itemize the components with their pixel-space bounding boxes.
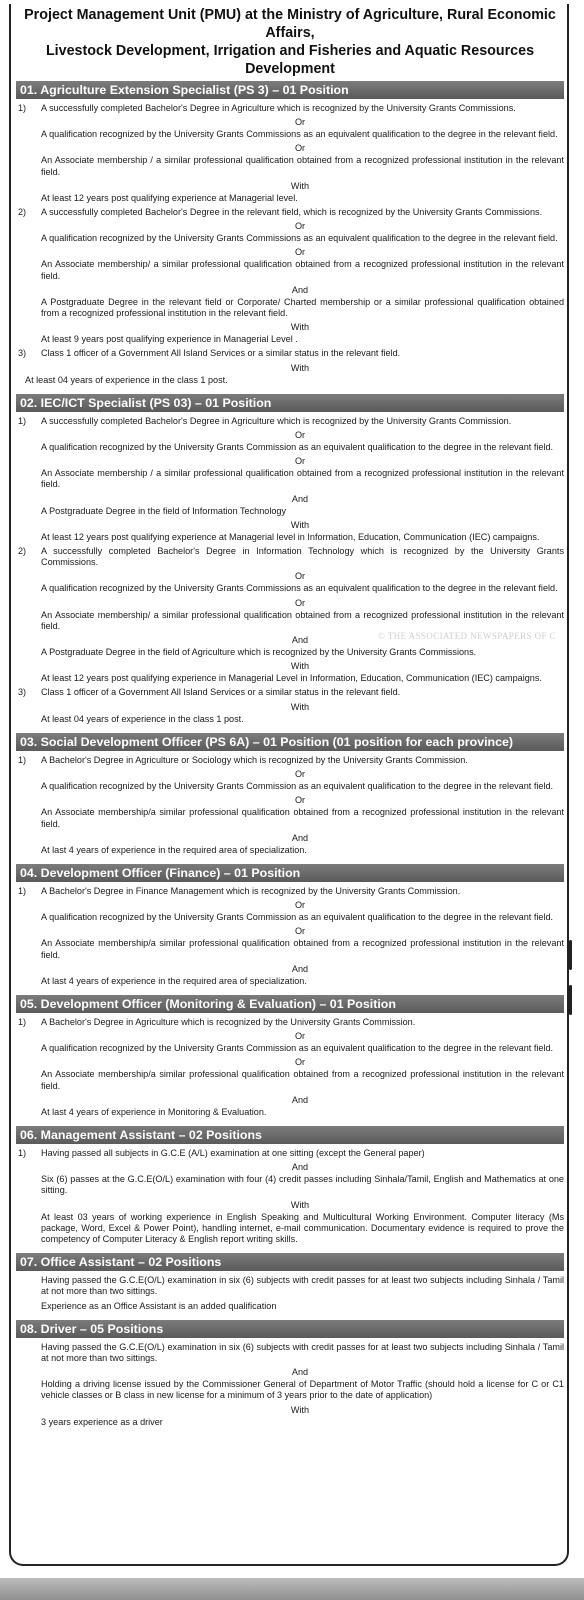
qualification-option (16, 886, 564, 987)
qualification-option (16, 687, 564, 724)
requirement-text: A qualification recognized by the University Grants Commissions as an equivalent qualification to the degree in the relevant field. (41, 233, 558, 244)
conjunction-label: Or (294, 900, 306, 911)
conjunction-label: And (291, 832, 309, 843)
conjunction-label: With (290, 1199, 310, 1210)
conjunction-label: Or (294, 247, 306, 258)
option-number: 1) (18, 1147, 27, 1158)
conjunction-label: With (290, 180, 310, 191)
conjunction-label: And (291, 635, 309, 646)
section-heading: 07. Office Assistant – 02 Positions (16, 1253, 564, 1271)
requirement-text: At least 12 years post qualifying experience at Managerial level in Information, Education, Communication (IEC) campaigns. (41, 531, 540, 542)
copyright-watermark: © THE ASSOCIATED NEWSPAPERS OF C (378, 631, 556, 641)
requirement-text: A successfully completed Bachelor's Degree in the relevant field, which is recognized by the University Grants Commissions. (41, 207, 543, 218)
conjunction-label: And (291, 963, 309, 974)
vacancy-section (16, 864, 564, 987)
vacancy-section (16, 733, 564, 856)
option-number: 3) (18, 348, 27, 359)
section-heading: 02. IEC/ICT Specialist (PS 03) – 01 Position (16, 394, 564, 412)
requirement-text: An Associate membership/a similar professional qualification obtained from a recognized professional institution in the relevant field. (41, 807, 564, 829)
vacancy-section (16, 995, 564, 1118)
title-line-1: Project Management Unit (PMU) at the Ministry of Agriculture, Rural Economic Affairs, (24, 7, 556, 41)
requirement-text: A qualification recognized by the University Grants Commissions as an equivalent qualification to the degree in the relevant field. (41, 129, 558, 140)
requirement-text: A Postgraduate Degree in the field of Information Technology (41, 505, 287, 516)
qualification-option (16, 546, 564, 684)
vacancy-sections (16, 81, 564, 1428)
option-number: 1) (18, 754, 27, 765)
section-heading: 01. Agriculture Extension Specialist (PS 3) – 01 Position (16, 81, 564, 99)
requirement-text: Class 1 officer of a Government All Island Services or a similar status in the relevant field. (41, 348, 401, 359)
conjunction-label: With (290, 519, 310, 530)
qualification-option (16, 1275, 564, 1312)
title-line-2: Livestock Development, Irrigation and Fisheries and Aquatic Resources Development (45, 43, 535, 77)
conjunction-label: Or (294, 1031, 306, 1042)
requirement-text: Having passed all subjects in G.C.E (A/L) examination at one sitting (except the General paper) (41, 1147, 425, 1158)
section-heading: 08. Driver – 05 Positions (16, 1320, 564, 1338)
option-number: 1) (18, 885, 27, 896)
requirement-text: At last 4 years of experience in the required area of specialization. (41, 975, 307, 986)
side-divider (569, 985, 572, 1015)
vacancy-section (16, 1126, 564, 1245)
conjunction-label: With (290, 362, 310, 373)
requirement-text: At last 4 years of experience in Monitoring & Evaluation. (41, 1106, 267, 1117)
option-number: 2) (18, 546, 27, 557)
requirement-text: At least 03 years of working experience in English Speaking and Multicultural Working Environment. Computer literacy (Ms package, Word, Excel & Power Point), handling internet, e-mail communication. Documentary evidence is required to prove the competency of Computer Literacy & English report writing skills. (41, 1211, 564, 1244)
conjunction-label: With (290, 661, 310, 672)
qualification-option (16, 1342, 564, 1428)
qualification-option (16, 1148, 564, 1245)
conjunction-label: Or (294, 926, 306, 937)
requirement-text: A successfully completed Bachelor's Degree in Information Technology which is recognized by the University Grants Commissions. (41, 546, 564, 568)
requirement-text: A successfully completed Bachelor's Degree in Agriculture which is recognized by the University Grants Commission. (41, 415, 512, 426)
requirement-text: At last 4 years of experience in the required area of specialization. (41, 844, 307, 855)
conjunction-label: Or (294, 597, 306, 608)
conjunction-label: Or (294, 221, 306, 232)
section-heading: 06. Management Assistant – 02 Positions (16, 1126, 564, 1144)
conjunction-label: Or (294, 430, 306, 441)
conjunction-label: And (291, 1162, 309, 1173)
conjunction-label: Or (294, 769, 306, 780)
conjunction-label: And (291, 284, 309, 295)
vacancy-section (16, 81, 564, 386)
qualification-option (16, 1017, 564, 1118)
requirement-text: An Associate membership/a similar professional qualification obtained from a recognized professional institution in the relevant field. (41, 938, 564, 960)
requirement-text: At least 9 years post qualifying experience in Managerial Level . (41, 334, 298, 345)
requirement-text: A qualification recognized by the University Grants Commissions as an equivalent qualification to the degree in the relevant field. (41, 583, 558, 594)
option-number: 1) (18, 1016, 27, 1027)
requirement-text: Having passed the G.C.E(O/L) examination in six (6) subjects with credit passes for at least two subjects including Sinhala / Tamil at not more than two sittings. (41, 1341, 564, 1363)
requirement-text: An Associate membership/ a similar professional qualification obtained from a recognized professional institution in the relevant field. (41, 259, 564, 281)
requirement-text: A qualification recognized by the University Grants Commission as an equivalent qualification to the degree in the relevant field. (41, 912, 554, 923)
requirement-text: A Bachelor's Degree in Agriculture which is recognized by the University Grants Commission. (41, 1016, 416, 1027)
requirement-text: A qualification recognized by the University Grants Commission as an equivalent qualification to the degree in the relevant field. (41, 781, 554, 792)
requirement-text: At least 12 years post qualifying experience in Managerial Level in Information, Education, Communication (IEC) campaigns. (41, 673, 542, 684)
conjunction-label: And (291, 1094, 309, 1105)
requirement-text: 3 years experience as a driver (41, 1416, 163, 1427)
qualification-option (16, 103, 564, 204)
section-heading: 04. Development Officer (Finance) – 01 Position (16, 864, 564, 882)
conjunction-label: And (291, 1367, 309, 1378)
requirement-text: A Postgraduate Degree in the field of Agriculture which is recognized by the University Grants Commissions. (41, 647, 477, 658)
requirement-text: Six (6) passes at the G.C.E(O/L) examination with four (4) credit passes including Sinhala/Tamil, English and Mathematics at one sitting. (41, 1174, 564, 1196)
conjunction-label: And (291, 493, 309, 504)
requirement-text: Experience as an Office Assistant is an added qualification (41, 1300, 277, 1311)
page-title (16, 6, 564, 78)
requirement-text: A qualification recognized by the University Grants Commission as an equivalent qualification to the degree in the relevant field. (41, 442, 554, 453)
requirement-text: An Associate membership/ a similar professional qualification obtained from a recognized professional institution in the relevant field. (41, 609, 564, 631)
vacancy-section (16, 1253, 564, 1312)
section-heading: 05. Development Officer (Monitoring & Evaluation) – 01 Position (16, 995, 564, 1013)
requirement-text: A Bachelor's Degree in Finance Management which is recognized by the University Grants Commission. (41, 885, 461, 896)
conjunction-label: With (290, 322, 310, 333)
side-divider (569, 940, 572, 970)
requirement-text: A successfully completed Bachelor's Degree in Agriculture which is recognized by the University Grants Commissions. (41, 103, 516, 113)
requirement-text: A Postgraduate Degree in the relevant field or Corporate/ Charted membership or a similar professional qualification obtained from a recognized professional institution in the relevant field. (41, 296, 564, 319)
requirement-text: Class 1 officer of a Government All Island Services or a similar status in the relevant field. (41, 687, 401, 698)
requirement-text: An Associate membership / a similar professional qualification obtained from a recognized professional institution in the relevant field. (41, 468, 564, 490)
qualification-option (16, 207, 564, 345)
requirement-text: An Associate membership/a similar professional qualification obtained from a recognized professional institution in the relevant field. (41, 1069, 564, 1091)
conjunction-label: Or (294, 117, 306, 128)
bottom-strip (0, 1578, 584, 1600)
requirement-text: At least 12 years post qualifying experience at Managerial level. (41, 192, 298, 203)
conjunction-label: Or (294, 571, 306, 582)
option-number: 3) (18, 687, 27, 698)
conjunction-label: With (290, 1404, 310, 1415)
requirement-text: At least 04 years of experience in the class 1 post. (25, 374, 228, 385)
vacancy-section (16, 394, 564, 725)
advertisement-body (16, 6, 564, 1436)
option-number: 1) (18, 415, 27, 426)
qualification-option (16, 755, 564, 856)
section-heading: 03. Social Development Officer (PS 6A) – 01 Position (01 position for each province) (16, 733, 564, 751)
qualification-option (16, 348, 564, 385)
conjunction-label: Or (294, 795, 306, 806)
vacancy-section (16, 1320, 564, 1428)
requirement-text: An Associate membership / a similar professional qualification obtained from a recognized professional institution in the relevant field. (41, 155, 564, 177)
requirement-text: Holding a driving license issued by the Commissioner General of Department of Motor Traffic (should hold a license for C or C1 vehicle classes or B class in new license for a minimum of 3 years prior to the date of application) (41, 1379, 564, 1401)
option-number: 2) (18, 207, 27, 218)
conjunction-label: Or (294, 143, 306, 154)
requirement-text: Having passed the G.C.E(O/L) examination in six (6) subjects with credit passes for at least two subjects including Sinhala / Tamil at not more than two sittings. (41, 1275, 564, 1297)
requirement-text: A Bachelor's Degree in Agriculture or Sociology which is recognized by the University Grants Commission. (41, 754, 468, 765)
requirement-text: At least 04 years of experience in the class 1 post. (41, 713, 244, 724)
qualification-option (16, 416, 564, 543)
option-number: 1) (18, 103, 27, 113)
conjunction-label: Or (294, 1057, 306, 1068)
requirement-text: A qualification recognized by the University Grants Commission as an equivalent qualification to the degree in the relevant field. (41, 1043, 554, 1054)
conjunction-label: Or (294, 456, 306, 467)
conjunction-label: With (290, 701, 310, 712)
